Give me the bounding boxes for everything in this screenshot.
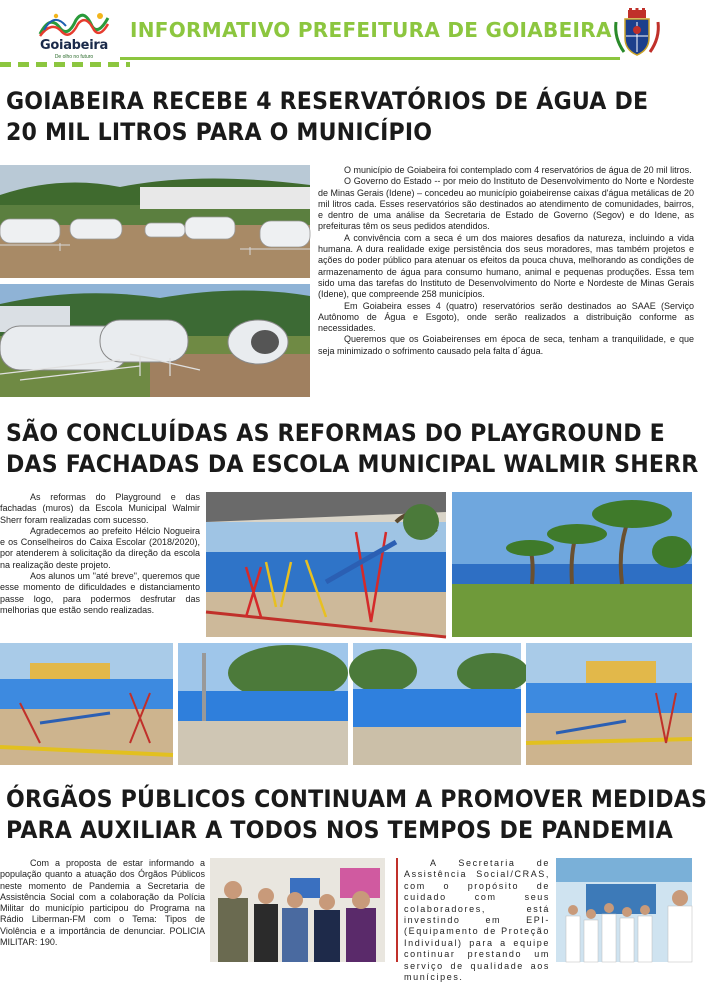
- article2-paragraph: As reformas do Playground e das fachadas (muros) da Escola Municipal Walmir Sherr foram realizadas com sucesso.: [0, 492, 200, 525]
- reservoirs-photo-1: [0, 165, 310, 278]
- article3-left-paragraph: Com a proposta de estar informando a população quanto a atuação dos Órgãos Públicos neste momento de Pandemia a Secretaria de Assistência Social com a colaboração da Polícia Militar do município participou do Programa na Rádio Liberman-FM com o Tema: Tipos de Violência e a importância de denunciar. POLICIA MILITAR: 190.: [0, 858, 205, 948]
- article2-headline: [6, 418, 699, 480]
- article2-headline-line2: DAS FACHADAS DA ESCOLA MUNICIPAL WALMIR SHERR: [6, 450, 699, 478]
- article1-paragraph: A convivência com a seca é um dos maiores desafios da natureza, incluindo a vida humana. A dura realidade exige persistência dos seus moradores, mas também projetos e ações do poder público para atenuar os efeitos da pouca chuva, melhorando as condições de armazenamento de água para consumo humano, animal e pequenas produções. Essa tem sido uma das tarefas do Instituto de Desenvolvimento do Norte e Nordeste de Minas Gerais (Idene), que compreende 258 municípios.: [318, 232, 694, 300]
- playground-photo-2: [0, 643, 173, 765]
- article2-paragraph: Aos alunos um "até breve", queremos que esse momento de dificuldades e distanciamento passe logo, para podermos desfrutar das melhorias que estão sendo realizadas.: [0, 571, 200, 615]
- article3-left-body: [0, 858, 205, 948]
- police-radio-photo: [210, 858, 385, 962]
- article3-right-paragraph: A Secretaria de Assistência Social/CRAS, com o propósito de cuidado com seus colaboradores, está investindo em EPI- (Equipamento de Proteção Individual) para a equipe continuar prestando um serviço de qualidade aos munícipes.: [404, 858, 550, 983]
- article3-headline-line2: PARA AUXILIAR A TODOS NOS TEMPOS DE PANDEMIA: [6, 816, 674, 844]
- article1-headline: [6, 86, 649, 148]
- column-divider: [396, 858, 398, 962]
- logo-tagline: De olho no futuro: [54, 54, 94, 60]
- schoolyard-palms-photo: [452, 492, 692, 637]
- reservoirs-photo-2: [0, 284, 310, 397]
- school-wall-photo-1: [178, 643, 348, 765]
- goiabeira-logo: [30, 8, 118, 58]
- article3-right-body: [404, 858, 550, 983]
- cras-team-epi-photo: [556, 858, 692, 962]
- playground-photo-3: [526, 643, 692, 765]
- page-title: INFORMATIVO PREFEITURA DE GOIABEIRA: [130, 18, 612, 42]
- article1-paragraph: O Governo do Estado -- por meio do Instituto de Desenvolvimento do Norte e Nordeste de Minas Gerais (Idene) – concedeu ao município goiabeirense caixas d'água metálicas de 20 mil litros cada. Esses reservatórios são destinados ao atendimento de comunidades, bairros, e dentro de uma análise da Secretaria de Estado de Governo (Segov) e do Idene, as prefeituras têm os seus pedidos atendidos.: [318, 176, 694, 232]
- logo-swoosh-icon: [36, 10, 112, 40]
- header-dash-divider: [0, 62, 130, 67]
- header-rule: [120, 57, 620, 60]
- logo-wordmark: Goiabeira: [40, 38, 108, 53]
- article1-headline-line2: 20 MIL LITROS PARA O MUNICÍPIO: [6, 118, 433, 146]
- article2-body: [0, 492, 200, 616]
- article3-headline: [6, 784, 707, 846]
- article1-paragraph: O município de Goiabeira foi contemplado com 4 reservatórios de água de 20 mil litros.: [344, 165, 692, 175]
- playground-photo-main: [206, 492, 446, 637]
- article1-paragraph: Em Goiabeira esses 4 (quatro) reservatórios serão destinados ao SAAE (Serviço Autônomo de Água e Esgoto), onde serão realizados a distribuição conforme as necessidades.: [318, 300, 694, 334]
- article2-paragraph: Agradecemos ao prefeito Hélcio Nogueira e os Conselheiros do Caixa Escolar (2018/2020), por atenderem à solicitação da direção da escola na realização deste projeto.: [0, 525, 200, 570]
- article1-body: [318, 165, 694, 357]
- school-wall-photo-2: [353, 643, 521, 765]
- article3-headline-line1: ÓRGÃOS PÚBLICOS CONTINUAM A PROMOVER MEDIDAS: [6, 785, 707, 813]
- article1-headline-line1: GOIABEIRA RECEBE 4 RESERVATÓRIOS DE ÁGUA DE: [6, 87, 649, 115]
- article2-headline-line1: SÃO CONCLUÍDAS AS REFORMAS DO PLAYGROUND E: [6, 419, 665, 447]
- article1-paragraph: Queremos que os Goiabeirenses em época de seca, tenham a tranquilidade, e que seja minimizado o sofrimento causado pela falta d´água.: [318, 334, 694, 356]
- municipal-crest-icon: [612, 8, 662, 58]
